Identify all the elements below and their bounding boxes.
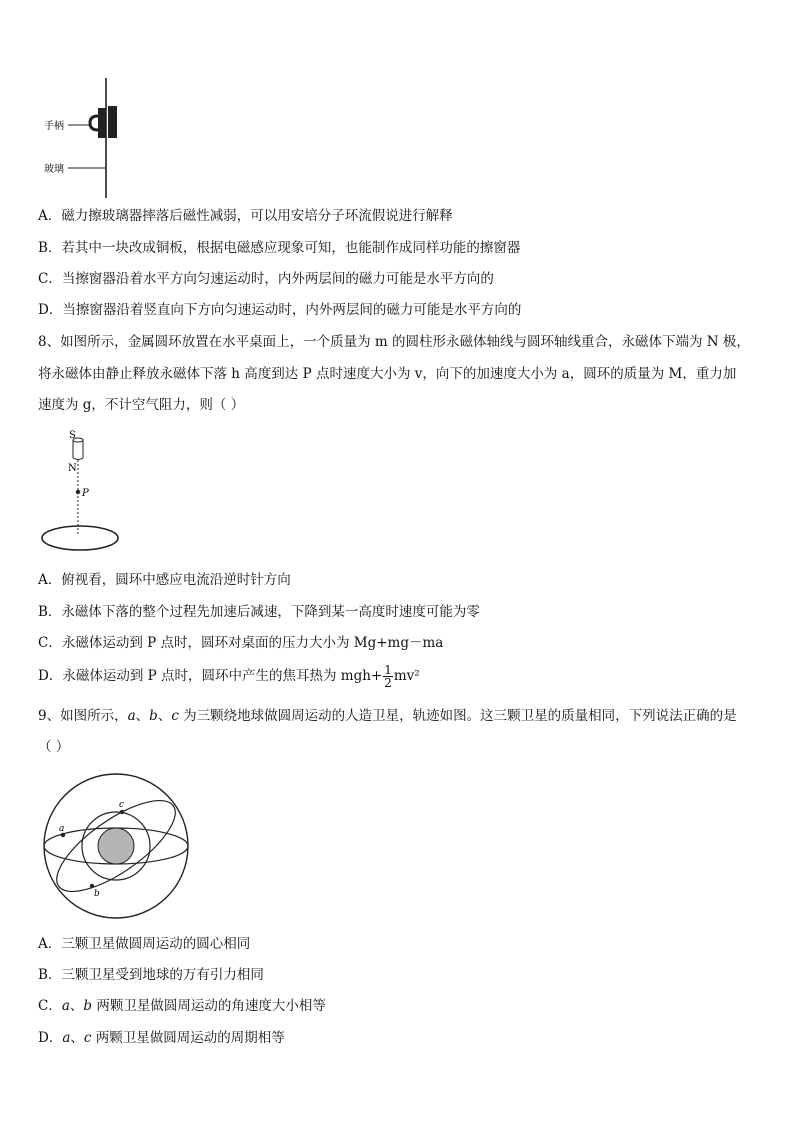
- q9-option-d: D．a、c 两颗卫星做圆周运动的周期相等: [38, 1030, 285, 1046]
- satellite-orbits-figure: [40, 772, 196, 922]
- satellite-c-label: c: [119, 800, 125, 810]
- q8-option-d-prefix: D．永磁体运动到 P 点时，圆环中产生的焦耳热为 mgh+: [38, 668, 383, 684]
- metal-ring: [42, 526, 118, 550]
- window-cleaner-figure: [40, 78, 140, 202]
- handle-shape: [90, 116, 98, 130]
- earth: [98, 828, 134, 864]
- q9-stem-line2: （ ）: [38, 739, 70, 755]
- q7-option-c: C．当擦窗器沿着水平方向匀速运动时，内外两层间的磁力可能是水平方向的: [38, 271, 494, 287]
- satellite-c: [120, 810, 124, 814]
- q8-option-d: [38, 664, 420, 689]
- q8-option-a: A．俯视看，圆环中感应电流沿逆时针方向: [38, 572, 291, 588]
- outer-magnet: [108, 106, 117, 138]
- q8-stem-line1: 8、如图所示，金属圆环放置在水平桌面上，一个质量为 m 的圆柱形永磁体轴线与圆环轴线重合，永磁体下端为 N 极，: [38, 334, 750, 350]
- q7-option-b: B．若其中一块改成铜板，根据电磁感应现象可知，也能制作成同样功能的擦窗器: [38, 240, 521, 256]
- magnet-ring-figure: [38, 424, 130, 556]
- q8-option-b: B．永磁体下落的整个过程先加速后减速，下降到某一高度时速度可能为零: [38, 604, 480, 620]
- satellite-b: [90, 884, 94, 888]
- handle-label: 手柄: [44, 121, 64, 132]
- q7-option-a: A．磁力擦玻璃器摔落后磁性减弱，可以用安培分子环流假说进行解释: [38, 208, 453, 224]
- q9-option-c: C．a、b 两颗卫星做圆周运动的角速度大小相等: [38, 998, 326, 1014]
- satellite-b-label: b: [94, 889, 100, 899]
- q8-stem-line3: 速度为 g，不计空气阻力，则（ ）: [38, 397, 245, 413]
- n-pole-label: N: [68, 463, 77, 474]
- q8-stem-line2: 将永磁体由静止释放永磁体下落 h 高度到达 P 点时速度大小为 v，向下的加速度大小为 a，圆环的质量为 M，重力加: [38, 366, 737, 382]
- q9-option-b: B．三颗卫星受到地球的万有引力相同: [38, 967, 264, 983]
- fraction-half: $\frac{1}{2}$: [384, 663, 392, 690]
- q7-option-d: D．当擦窗器沿着竖直向下方向匀速运动时，内外两层间的磁力可能是水平方向的: [38, 302, 522, 318]
- point-p: [76, 490, 80, 494]
- p-label: P: [82, 488, 89, 499]
- glass-label: 玻璃: [44, 164, 64, 175]
- inner-magnet: [98, 108, 106, 138]
- q9-stem-line1: 9、如图所示，a、b、c 为三颗绕地球做圆周运动的人造卫星，轨迹如图。这三颗卫星的质量相同，下列说法正确的是: [38, 708, 737, 724]
- q8-option-c: C．永磁体运动到 P 点时，圆环对桌面的压力大小为 Mg+mg－ma: [38, 635, 444, 651]
- q8-option-d-suffix: mv²: [393, 668, 420, 684]
- s-pole-label: S: [69, 430, 76, 441]
- satellite-a-label: a: [59, 824, 65, 834]
- q9-option-a: A．三颗卫星做圆周运动的圆心相同: [38, 936, 251, 952]
